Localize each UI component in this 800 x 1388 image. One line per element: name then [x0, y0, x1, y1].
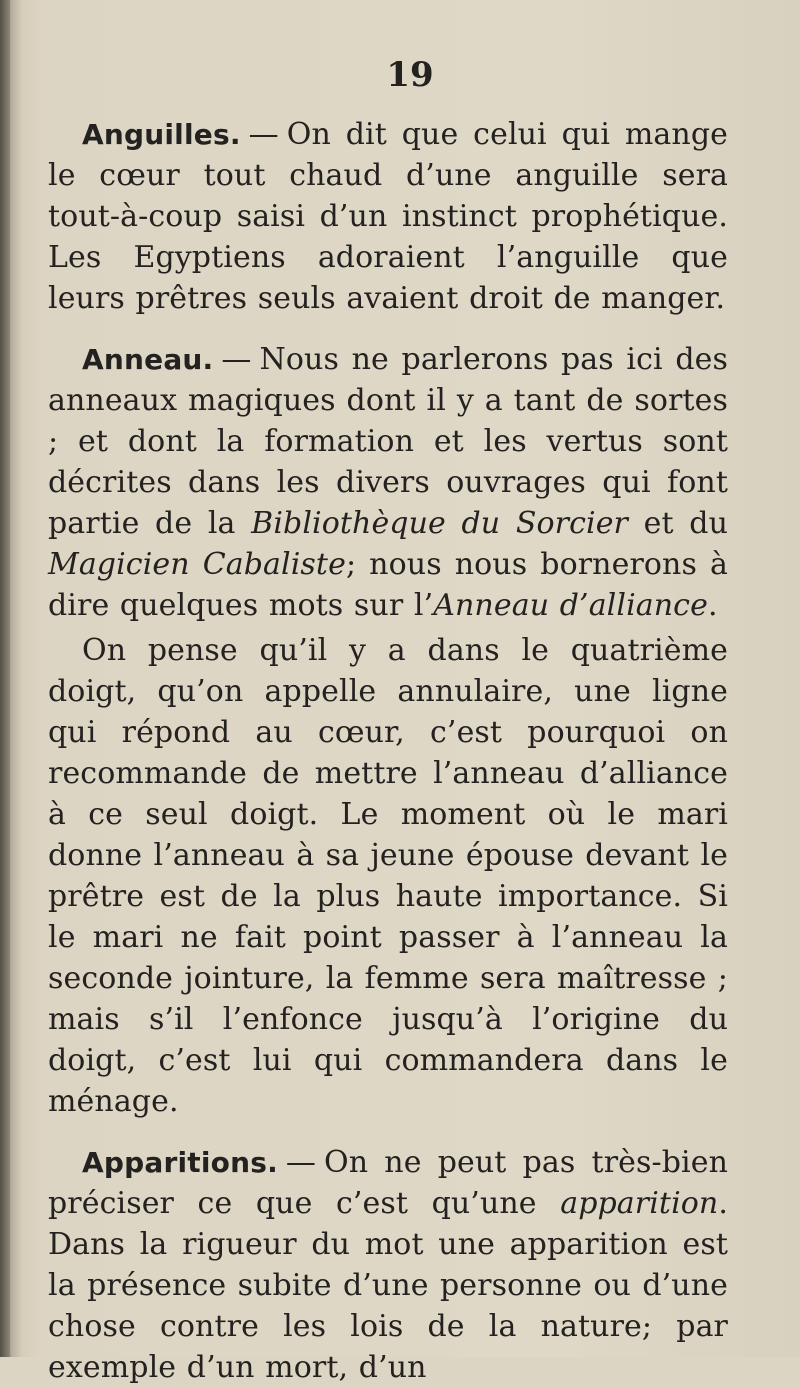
headword-anguilles: Anguilles.: [82, 118, 241, 151]
entry-anneau: [48, 339, 728, 626]
entry-dash: —: [248, 117, 279, 152]
entry-anneau-title-2: Magicien Cabaliste: [48, 547, 346, 582]
entry-anneau-paragraph-2-text: On pense qu’il y a dans le quatrième doigt, qu’on appelle annulaire, une ligne qui répond au cœur, c’est pourquoi on recommande de mettre l’anneau d’alliance à ce seul doigt. Le moment où le mari donne l’anneau à sa jeune épouse devant le prêtre est de la plus haute importance. Si le mari ne fait point passer à l’anneau la seconde jointure, la femme sera maîtresse ; mais s’il l’enfonce jusqu’à l’origine du doigt, c’est lui qui commandera dans le ménage.: [48, 633, 728, 1119]
entry-anguilles: [48, 114, 728, 319]
entry-anguilles-text: On dit que celui qui mange le cœur tout chaud d’une anguille sera tout-à-coup saisi d’un instinct prophétique. Les Egyptiens adoraient l’anguille que leurs prêtres seuls avaient droit de manger.: [48, 117, 728, 316]
page-binding-edge: [0, 0, 10, 1357]
entry-anneau-title-1: Bibliothèque du Sorcier: [251, 506, 629, 541]
entry-apparitions-text-2: . Dans la rigueur du mot une apparition est la présence subite d’une personne ou d’une chose contre les lois de la nature; par exemple d’un mort, d’un: [48, 1186, 728, 1385]
entry-anneau-title-3: Anneau d’alliance: [433, 588, 708, 623]
headword-apparitions: Apparitions.: [82, 1146, 278, 1179]
dictionary-text: [48, 114, 728, 1388]
page-number: 19: [386, 55, 434, 95]
entry-apparitions-text-1: On ne peut pas très-bien préciser ce que c’est qu’une: [48, 1145, 728, 1221]
entry-anneau-paragraph-2: [48, 630, 728, 1122]
entry-dash: —: [221, 342, 252, 377]
entry-apparitions: [48, 1142, 728, 1388]
entry-anneau-text-3: ; nous nous bornerons à dire quelques mots sur l’: [48, 547, 728, 623]
headword-anneau: Anneau.: [82, 343, 214, 376]
entry-anneau-text-4: .: [707, 588, 718, 623]
entry-dash: —: [285, 1145, 317, 1180]
entry-anneau-text-1: Nous ne parlerons pas ici des anneaux magiques dont il y a tant de sortes ; et dont la formation et les vertus sont décrites dans les divers ouvrages qui font partie de la: [48, 342, 728, 541]
entry-anneau-text-2: et du: [628, 506, 729, 541]
entry-apparitions-italic: apparition: [560, 1186, 719, 1221]
